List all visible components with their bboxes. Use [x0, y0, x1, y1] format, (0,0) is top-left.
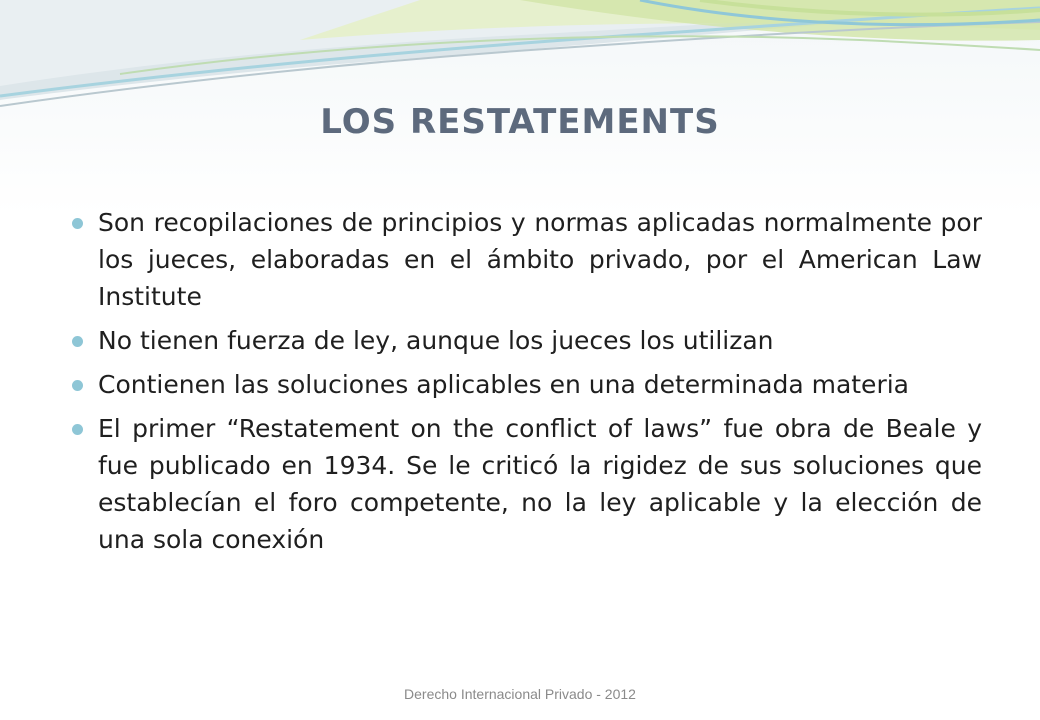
slide-title: LOS RESTATEMENTS	[320, 102, 720, 142]
bullet-list	[72, 204, 982, 565]
bullet-dot-icon	[72, 336, 83, 347]
bullet-item	[72, 322, 982, 359]
bullet-item	[72, 410, 982, 558]
bullet-item	[72, 366, 982, 403]
bullet-item	[72, 204, 982, 315]
bullet-text: Contienen las soluciones aplicables en una determinada materia	[98, 370, 909, 399]
bullet-text: El primer “Restatement on the conflict of laws” fue obra de Beale y fue publicado en 1934. Se le criticó la rigidez de sus soluciones que establecían el foro competente, no la ley aplicable y la elección de una sola conexión	[98, 414, 982, 554]
bullet-dot-icon	[72, 218, 83, 229]
bullet-dot-icon	[72, 424, 83, 435]
bullet-text: No tienen fuerza de ley, aunque los jueces los utilizan	[98, 326, 774, 355]
bullet-dot-icon	[72, 380, 83, 391]
bullet-text: Son recopilaciones de principios y normas aplicadas normalmente por los jueces, elaboradas en el ámbito privado, por el American Law Institute	[98, 208, 982, 311]
slide-footer: Derecho Internacional Privado - 2012	[404, 686, 636, 702]
